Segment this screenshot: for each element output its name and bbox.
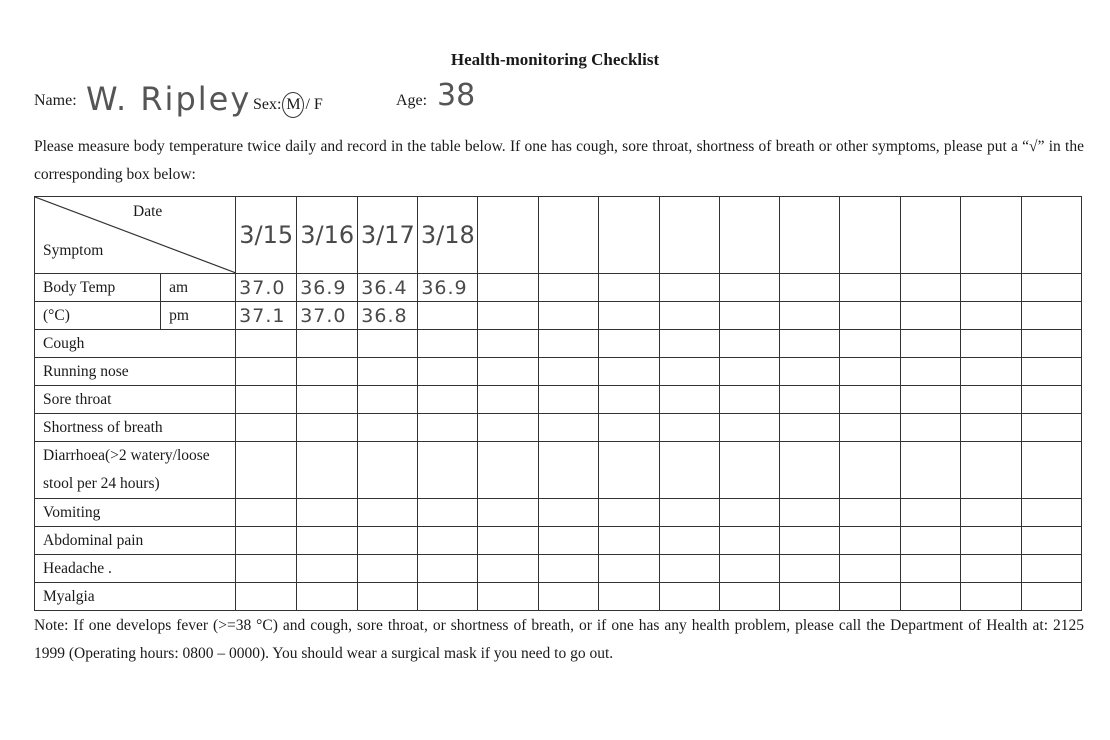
check-cell[interactable]: [1021, 527, 1081, 555]
check-cell[interactable]: [659, 442, 719, 499]
temp-cell[interactable]: [418, 302, 478, 330]
check-cell[interactable]: [900, 386, 960, 414]
symptom-row-cough: [35, 330, 1082, 358]
check-cell[interactable]: [418, 330, 478, 358]
check-cell[interactable]: [719, 386, 779, 414]
footer-note: Note: If one develops fever (>=38 °C) and cough, sore throat, or shortness of breath, or if one has any health problem, please call the Department of Health at: 2125 1999 (Operating hours: 0800 – 0000). You should wear a surgical mask if you need to go out.: [34, 617, 1084, 662]
body-temp-label: Body Temp: [35, 274, 161, 302]
check-cell[interactable]: [900, 555, 960, 583]
symptom-row-running-nose: [35, 358, 1082, 386]
check-cell[interactable]: [839, 555, 900, 583]
check-cell[interactable]: [779, 330, 839, 358]
date-cell[interactable]: [779, 197, 839, 274]
check-cell[interactable]: [659, 330, 719, 358]
symptom-row-headache: [35, 555, 1082, 583]
check-cell[interactable]: [839, 442, 900, 499]
temp-cell[interactable]: [839, 302, 900, 330]
check-cell[interactable]: [599, 499, 659, 527]
check-cell[interactable]: [960, 555, 1021, 583]
symptom-table: [34, 196, 1082, 611]
check-cell[interactable]: [659, 555, 719, 583]
age-value: 38: [437, 78, 476, 113]
temp-cell[interactable]: 37.0: [236, 274, 297, 302]
check-cell[interactable]: [236, 414, 297, 442]
diarrhoea-line1: Diarrhoea(>2 watery/loose: [43, 447, 210, 464]
check-cell[interactable]: [236, 330, 297, 358]
check-cell[interactable]: [478, 499, 539, 527]
temp-cell[interactable]: [839, 274, 900, 302]
date-cell[interactable]: 3/18: [418, 197, 478, 274]
check-cell[interactable]: [839, 414, 900, 442]
check-cell[interactable]: [478, 583, 539, 611]
check-cell[interactable]: [839, 499, 900, 527]
header-date: Date: [133, 203, 163, 220]
temp-pm-row: [35, 302, 1082, 330]
symptom-label: [35, 442, 236, 499]
check-cell[interactable]: [358, 442, 418, 499]
symptom-label: Running nose: [35, 358, 236, 386]
check-cell[interactable]: [960, 414, 1021, 442]
check-cell[interactable]: [418, 583, 478, 611]
temp-cell[interactable]: 36.4: [358, 274, 418, 302]
check-cell[interactable]: [779, 442, 839, 499]
check-cell[interactable]: [900, 330, 960, 358]
check-cell[interactable]: [659, 358, 719, 386]
check-cell[interactable]: [779, 414, 839, 442]
symptom-row-diarrhoea: [35, 442, 1082, 499]
date-cell[interactable]: [839, 197, 900, 274]
check-cell[interactable]: [960, 499, 1021, 527]
check-cell[interactable]: [839, 330, 900, 358]
temp-cell[interactable]: [539, 274, 599, 302]
check-cell[interactable]: [659, 386, 719, 414]
check-cell[interactable]: [719, 499, 779, 527]
check-cell[interactable]: [418, 414, 478, 442]
check-cell[interactable]: [539, 414, 599, 442]
check-cell[interactable]: [659, 583, 719, 611]
check-cell[interactable]: [719, 358, 779, 386]
symptom-label: Shortness of breath: [35, 414, 236, 442]
temp-cell[interactable]: [478, 274, 539, 302]
temp-am-row: [35, 274, 1082, 302]
check-cell[interactable]: [539, 330, 599, 358]
temp-cell[interactable]: [659, 274, 719, 302]
symptom-label: Abdominal pain: [35, 527, 236, 555]
check-cell[interactable]: [1021, 499, 1081, 527]
check-cell[interactable]: [1021, 442, 1081, 499]
temp-cell[interactable]: [1021, 302, 1081, 330]
temp-cell[interactable]: [478, 302, 539, 330]
check-cell[interactable]: [599, 527, 659, 555]
check-cell[interactable]: [1021, 414, 1081, 442]
date-cell[interactable]: 3/16: [297, 197, 358, 274]
date-cell[interactable]: [960, 197, 1021, 274]
diarrhoea-line2: stool per 24 hours): [43, 475, 160, 492]
symptom-label: Vomiting: [35, 499, 236, 527]
check-cell[interactable]: [839, 358, 900, 386]
check-cell[interactable]: [659, 527, 719, 555]
symptom-label: Myalgia: [35, 583, 236, 611]
instructions: Please measure body temperature twice daily and record in the table below. If one has cough, sore throat, shortness of breath or other symptoms, please put a “√” in the corresponding box below:: [34, 138, 1084, 183]
temp-cell[interactable]: [539, 302, 599, 330]
page-title: Health-monitoring Checklist: [450, 50, 660, 69]
date-cell[interactable]: [478, 197, 539, 274]
check-cell[interactable]: [236, 527, 297, 555]
symptom-label: Headache .: [35, 555, 236, 583]
check-cell[interactable]: [297, 386, 358, 414]
date-cell[interactable]: [900, 197, 960, 274]
patient-info: [34, 80, 1084, 120]
check-cell[interactable]: [960, 527, 1021, 555]
pm-label: pm: [161, 302, 236, 330]
check-cell[interactable]: [1021, 330, 1081, 358]
check-cell[interactable]: [900, 414, 960, 442]
check-cell[interactable]: [960, 583, 1021, 611]
check-cell[interactable]: [358, 386, 418, 414]
check-cell[interactable]: [719, 527, 779, 555]
check-cell[interactable]: [478, 414, 539, 442]
check-cell[interactable]: [539, 555, 599, 583]
name-label: Name:: [34, 92, 77, 109]
check-cell[interactable]: [659, 499, 719, 527]
header-symptom: Symptom: [43, 242, 104, 259]
check-cell[interactable]: [236, 442, 297, 499]
check-cell[interactable]: [478, 442, 539, 499]
check-cell[interactable]: [900, 358, 960, 386]
check-cell[interactable]: [478, 358, 539, 386]
check-cell[interactable]: [297, 330, 358, 358]
check-cell[interactable]: [539, 583, 599, 611]
check-cell[interactable]: [960, 442, 1021, 499]
check-cell[interactable]: [719, 414, 779, 442]
temp-cell[interactable]: [960, 302, 1021, 330]
check-cell[interactable]: [236, 555, 297, 583]
check-cell[interactable]: [719, 330, 779, 358]
date-cell[interactable]: 3/17: [358, 197, 418, 274]
check-cell[interactable]: [418, 386, 478, 414]
temp-cell[interactable]: [599, 274, 659, 302]
temp-cell[interactable]: [599, 302, 659, 330]
check-cell[interactable]: [418, 442, 478, 499]
sex-selected-circle: M: [282, 92, 304, 118]
check-cell[interactable]: [900, 499, 960, 527]
symptom-row-shortness-of-breath: [35, 414, 1082, 442]
symptom-label: Cough: [35, 330, 236, 358]
sex-field: [253, 92, 323, 118]
check-cell[interactable]: [719, 583, 779, 611]
check-cell[interactable]: [1021, 386, 1081, 414]
symptom-row-sore-throat: [35, 386, 1082, 414]
check-cell[interactable]: [358, 499, 418, 527]
temp-cell[interactable]: 36.9: [297, 274, 358, 302]
check-cell[interactable]: [539, 499, 599, 527]
age-label: Age:: [396, 92, 428, 109]
check-cell[interactable]: [297, 527, 358, 555]
check-cell[interactable]: [960, 330, 1021, 358]
check-cell[interactable]: [779, 499, 839, 527]
temp-cell[interactable]: 36.8: [358, 302, 418, 330]
check-cell[interactable]: [599, 386, 659, 414]
sex-separator: /: [305, 96, 310, 113]
check-cell[interactable]: [779, 358, 839, 386]
symptom-row-myalgia: [35, 583, 1082, 611]
sex-label: Sex:: [253, 96, 282, 113]
temp-cell[interactable]: [900, 274, 960, 302]
temp-cell[interactable]: 36.9: [418, 274, 478, 302]
check-cell[interactable]: [779, 527, 839, 555]
header-diagonal-cell: [35, 197, 236, 274]
check-cell[interactable]: [236, 358, 297, 386]
check-cell[interactable]: [779, 555, 839, 583]
temp-cell[interactable]: [1021, 274, 1081, 302]
check-cell[interactable]: [297, 555, 358, 583]
check-cell[interactable]: [779, 583, 839, 611]
check-cell[interactable]: [478, 386, 539, 414]
date-cell[interactable]: [719, 197, 779, 274]
temp-cell[interactable]: [779, 274, 839, 302]
temp-cell[interactable]: [900, 302, 960, 330]
check-cell[interactable]: [599, 442, 659, 499]
check-cell[interactable]: [478, 330, 539, 358]
check-cell[interactable]: [839, 386, 900, 414]
check-cell[interactable]: [539, 527, 599, 555]
sex-other: F: [313, 96, 323, 113]
date-cell[interactable]: [539, 197, 599, 274]
check-cell[interactable]: [839, 527, 900, 555]
check-cell[interactable]: [236, 499, 297, 527]
check-cell[interactable]: [418, 499, 478, 527]
body-temp-unit: (°C): [35, 302, 161, 330]
check-cell[interactable]: [297, 414, 358, 442]
check-cell[interactable]: [960, 358, 1021, 386]
check-cell[interactable]: [236, 386, 297, 414]
check-cell[interactable]: [297, 583, 358, 611]
date-cell[interactable]: [1021, 197, 1081, 274]
check-cell[interactable]: [719, 555, 779, 583]
temp-cell[interactable]: [659, 302, 719, 330]
check-cell[interactable]: [539, 442, 599, 499]
date-cell[interactable]: 3/15: [236, 197, 297, 274]
check-cell[interactable]: [539, 358, 599, 386]
temp-cell[interactable]: [779, 302, 839, 330]
check-cell[interactable]: [297, 358, 358, 386]
check-cell[interactable]: [358, 414, 418, 442]
check-cell[interactable]: [236, 583, 297, 611]
check-cell[interactable]: [418, 527, 478, 555]
temp-cell[interactable]: 37.1: [236, 302, 297, 330]
check-cell[interactable]: [1021, 583, 1081, 611]
check-cell[interactable]: [659, 414, 719, 442]
date-cell[interactable]: [659, 197, 719, 274]
check-cell[interactable]: [358, 527, 418, 555]
temp-cell[interactable]: [719, 274, 779, 302]
check-cell[interactable]: [599, 358, 659, 386]
temp-cell[interactable]: [719, 302, 779, 330]
symptom-label: Sore throat: [35, 386, 236, 414]
check-cell[interactable]: [358, 358, 418, 386]
check-cell[interactable]: [779, 386, 839, 414]
check-cell[interactable]: [900, 442, 960, 499]
date-cell[interactable]: [599, 197, 659, 274]
check-cell[interactable]: [539, 386, 599, 414]
check-cell[interactable]: [1021, 555, 1081, 583]
check-cell[interactable]: [599, 555, 659, 583]
check-cell[interactable]: [478, 555, 539, 583]
check-cell[interactable]: [358, 330, 418, 358]
symptom-row-vomiting: [35, 499, 1082, 527]
check-cell[interactable]: [900, 527, 960, 555]
check-cell[interactable]: [599, 330, 659, 358]
am-label: am: [161, 274, 236, 302]
check-cell[interactable]: [599, 414, 659, 442]
check-cell[interactable]: [358, 583, 418, 611]
name-value: W. Ripley: [86, 80, 252, 118]
check-cell[interactable]: [358, 555, 418, 583]
check-cell[interactable]: [599, 583, 659, 611]
check-cell[interactable]: [418, 358, 478, 386]
check-cell[interactable]: [719, 442, 779, 499]
symptom-row-abdominal-pain: [35, 527, 1082, 555]
header-row: [35, 197, 1082, 274]
check-cell[interactable]: [478, 527, 539, 555]
check-cell[interactable]: [418, 555, 478, 583]
check-cell[interactable]: [900, 583, 960, 611]
check-cell[interactable]: [297, 499, 358, 527]
check-cell[interactable]: [1021, 358, 1081, 386]
check-cell[interactable]: [297, 442, 358, 499]
check-cell[interactable]: [960, 386, 1021, 414]
temp-cell[interactable]: [960, 274, 1021, 302]
temp-cell[interactable]: 37.0: [297, 302, 358, 330]
check-cell[interactable]: [839, 583, 900, 611]
